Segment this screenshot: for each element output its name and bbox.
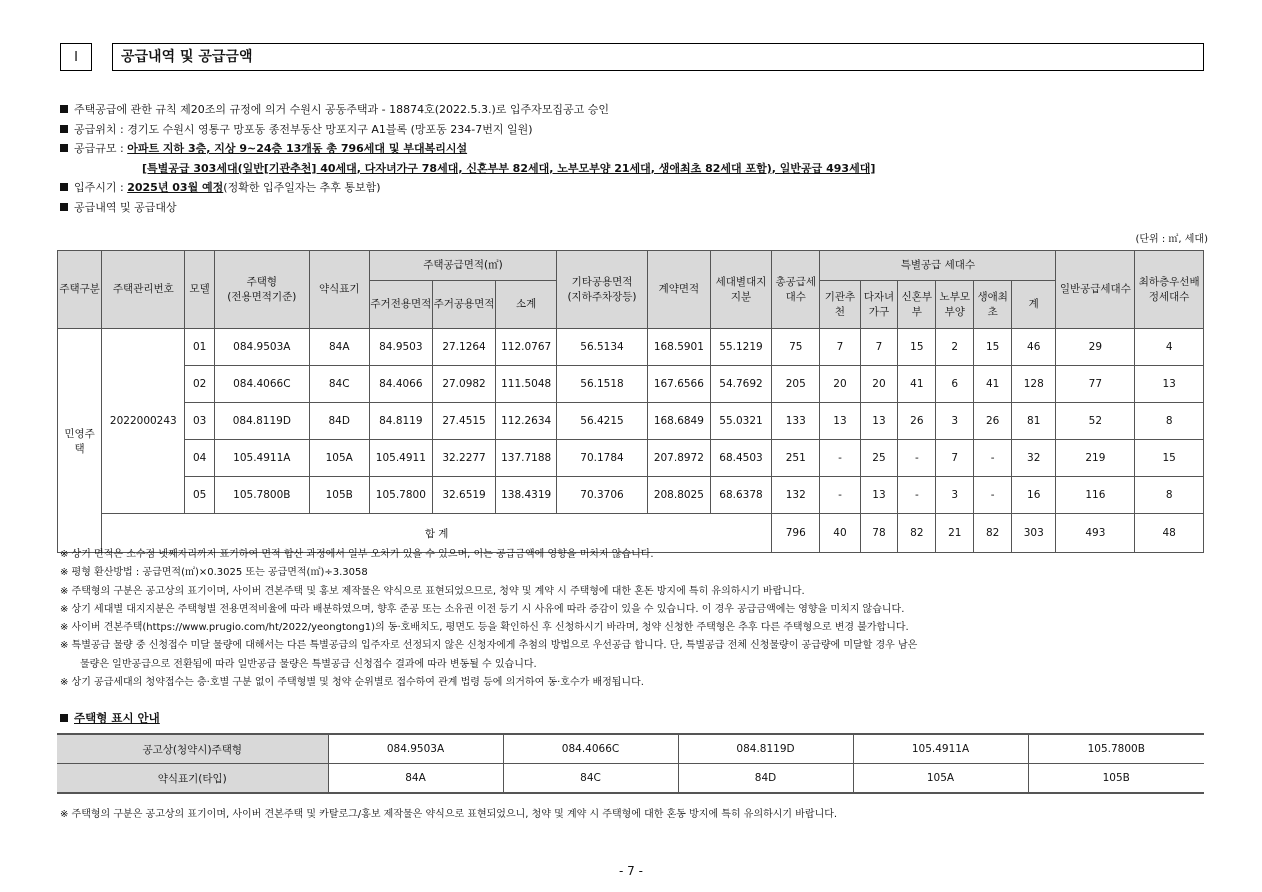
th-lowest-floor: 최하층우선배정세대수 [1135,251,1204,329]
note-item: 물량은 일반공급으로 전환됨에 따라 일반공급 물량은 특별공급 신청접수 결과에 따라 변동될 수 있습니다. [80,658,537,670]
th-special-units: 특별공급 세대수 [820,251,1056,281]
th-mgmt-no: 주택관리번호 [102,251,185,329]
th-abbr: 약식표기 [309,251,369,329]
th-parent-support: 노부모부양 [936,281,974,329]
th-first-time: 생애최초 [974,281,1012,329]
th-contract-area: 계약면적 [647,251,710,329]
th-subtotal: 소계 [496,281,557,329]
supply-info [60,100,1210,217]
square-bullet-icon [60,125,68,133]
table-sum-row: 합 계 796 40 78 82 21 82 303 493 48 [58,514,1204,553]
note-item: ※ 평형 환산방법 : 공급면적(㎡)×0.3025 또는 공급면적(㎡)÷3.3058 [60,567,368,579]
th-multichild: 다자녀가구 [860,281,898,329]
th-newlywed: 신혼부부 [898,281,936,329]
unit-note: (단위 : ㎡, 세대) [1135,234,1208,245]
th-other-area: 기타공용면적 (지하주차장등) [557,251,648,329]
th-total-units: 총공급세대수 [772,251,820,329]
th-common: 주거공용면적 [432,281,495,329]
table-row: 04 105.4911A 105A 105.4911 32.2277 137.7188 70.1784 207.8972 68.4503 251 - 25 - 7 - 32 219 15 [58,440,1204,477]
table-row: 약식표기(타입) 84A 84C 84D 105A 105B [57,764,1204,794]
th-general-units: 일반공급세대수 [1056,251,1135,329]
th-model: 모델 [185,251,214,329]
note-item: ※ 상기 면적은 소수점 넷째자리까지 표기하여 면적 합산 과정에서 일부 오차가 있을 수 있으며, 이는 공급금액에 영향을 미치지 않습니다. [60,549,654,560]
note-item: ※ 상기 공급세대의 청약접수는 층·호별 구분 없이 주택형별 및 청약 순위별로 접수하여 관계 법령 등에 의거하여 동·호수가 배정됩니다. [60,677,644,689]
table-row: 03 084.8119D 84D 84.8119 27.4515 112.2634 56.4215 168.6849 55.0321 133 13 13 26 3 26 81 52 8 [58,403,1204,440]
mgmt-number: 2022000243 [102,329,185,514]
info-scale-detail: [특별공급 303세대(일반[기관추천] 40세대, 다자녀가구 78세대, 신혼부부 82세대, 노부모부양 21세대, 생애최초 82세대 포함), 일반공급 493세대] [142,161,876,175]
sum-label: 합 계 [102,514,772,553]
square-bullet-icon [60,203,68,211]
note-item: ※ 상기 세대별 대지지분은 주택형별 전용면적비율에 따라 배분하였으며, 향후 준공 또는 소유권 이전 등기 시 사유에 따라 증감이 있을 수 있습니다. 이 경우 공급금액에는 영향을 미치지 않습니다. [60,603,905,615]
group-label: 민영주택 [58,329,102,553]
th-supply-area: 주택공급면적(㎡) [369,251,556,281]
type-table [57,733,1204,794]
info-approval: 주택공급에 관한 규칙 제20조의 규정에 의거 수원시 공동주택과 - 18874호(2022.5.3.)로 입주자모집공고 승인 [60,100,1210,120]
table-row: 민영주택 2022000243 01 084.9503A 84A 84.9503 27.1264 112.0767 56.5134 168.5901 55.1219 75 7 7 15 2 15 46 29 4 [58,329,1204,366]
table-row: 공고상(청약시)주택형 084.9503A 084.4066C 084.8119D 105.4911A 105.7800B [57,734,1204,764]
th-house-type: 주택형 (전용면적기준) [214,251,309,329]
page-number: - 7 - [619,864,643,878]
type-section-heading: 주택형 표시 안내 [60,710,160,726]
info-move-in: 입주시기 : 2025년 03월 예정(정확한 입주일자는 추후 통보함) [60,178,1210,198]
th-exclusive: 주거전용면적 [369,281,432,329]
th-land-share: 세대별대지지분 [710,251,771,329]
th-institution: 기관추천 [820,281,860,329]
square-bullet-icon [60,105,68,113]
th-housing-type: 주택구분 [58,251,102,329]
type-row-label: 공고상(청약시)주택형 [57,734,328,764]
type-row-label: 약식표기(타입) [57,764,328,794]
section-number: I [60,43,92,71]
info-scale: 공급규모 : 아파트 지하 3층, 지상 9~24층 13개동 총 796세대 및 부대복리시설 [60,139,1210,159]
notes-list [60,546,1210,692]
info-supply-target: 공급내역 및 공급대상 [60,198,1210,218]
square-bullet-icon [60,144,68,152]
table-row: 05 105.7800B 105B 105.7800 32.6519 138.4319 70.3706 208.8025 68.6378 132 - 13 - 3 - 16 116 8 [58,477,1204,514]
square-bullet-icon [60,183,68,191]
info-location: 공급위치 : 경기도 수원시 영통구 망포동 종전부동산 망포지구 A1블록 (망포동 234-7번지 일원) [60,120,1210,140]
note-item: ※ 특별공급 물량 중 신청접수 미달 물량에 대해서는 다른 특별공급의 입주자로 선정되지 않은 신청자에게 추첨의 방법으로 우선공급 합니다. 단, 특별공급 전체 신청물량이 공급량에 미달할 경우 남은 [60,640,918,652]
section-title: 공급내역 및 공급금액 [112,43,1204,71]
th-sum: 계 [1012,281,1056,329]
square-bullet-icon [60,714,68,722]
section-header [60,43,1204,71]
type-note: ※ 주택형의 구분은 공고상의 표기이며, 사이버 견본주택 및 카탈로그/홍보 제작물은 약식으로 표현되었으니, 청약 및 계약 시 주택형에 대한 혼동 방지에 특히 유의하시기 바랍니다. [60,809,838,820]
supply-table [57,250,1204,553]
table-row: 02 084.4066C 84C 84.4066 27.0982 111.5048 56.1518 167.6566 54.7692 205 20 20 41 6 41 128 77 13 [58,366,1204,403]
note-item: ※ 주택형의 구분은 공고상의 표기이며, 사이버 견본주택 및 홍보 제작물은 약식으로 표현되었으므로, 청약 및 계약 시 주택형에 대한 혼돈 방지에 특히 유의하시기 바랍니다. [60,585,805,597]
note-item: ※ 사이버 견본주택(https://www.prugio.com/ht/2022/yeongtong1)의 동·호배치도, 평면도 등을 확인하신 후 신청하시기 바라며, 청약 신청한 주택형은 추후 다른 주택형으로 변경 불가합니다. [60,622,909,634]
